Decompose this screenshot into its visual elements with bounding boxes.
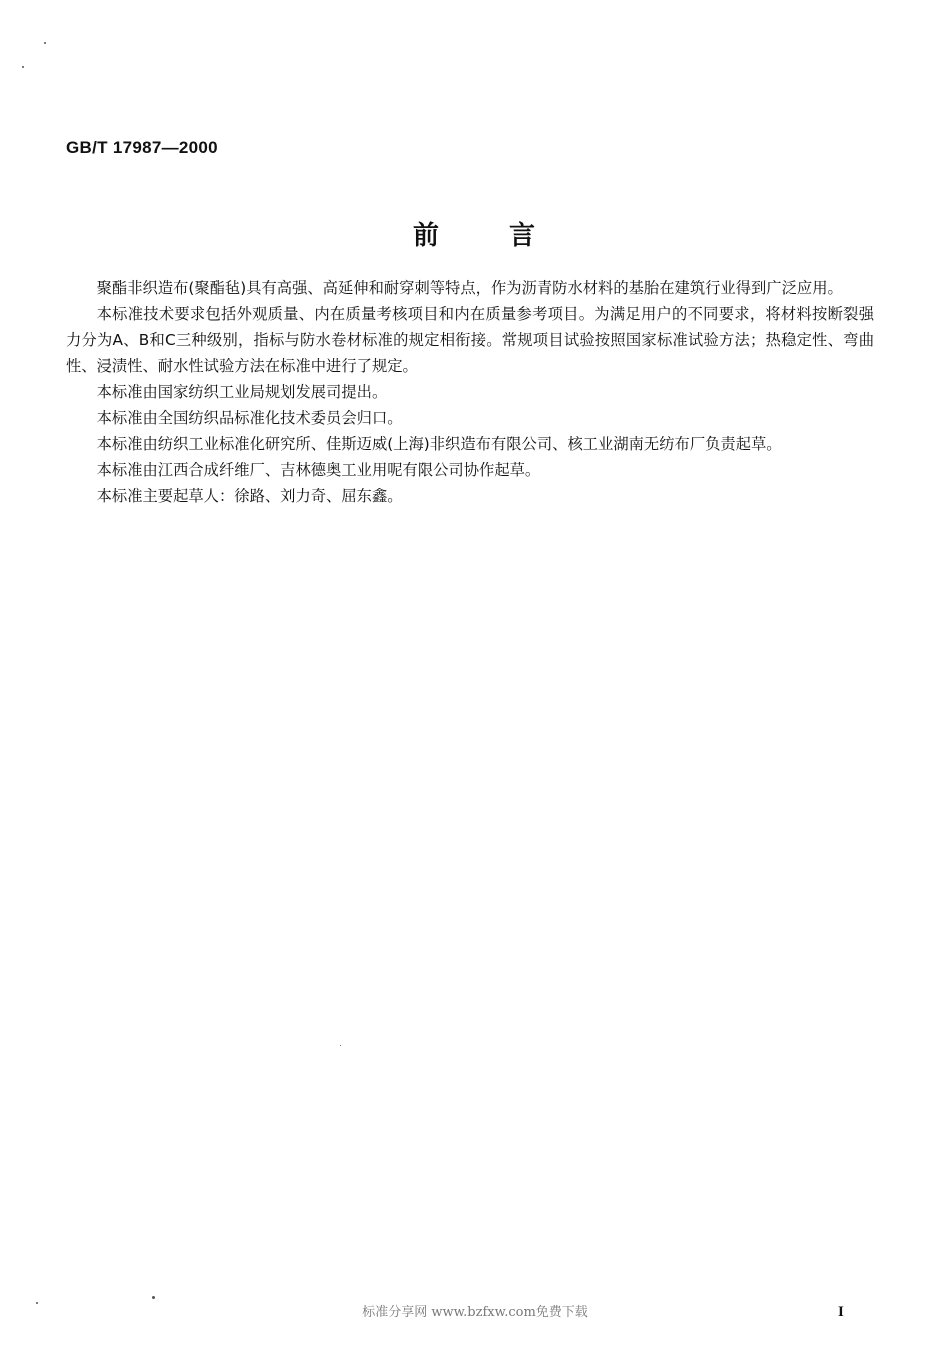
footer-watermark: 标准分享网 www.bzfxw.com免费下载 xyxy=(362,1305,588,1320)
page-number: I xyxy=(838,1304,844,1320)
foreword-body xyxy=(66,275,874,509)
paragraph: 聚酯非织造布(聚酯毡)具有高强、高延伸和耐穿刺等特点，作为沥青防水材料的基胎在建筑行业得到广泛应用。 xyxy=(96,279,843,297)
paragraph: 本标准由国家纺织工业局规划发展司提出。 xyxy=(96,383,388,401)
scan-speck xyxy=(340,1045,341,1046)
paragraph: 本标准由江西合成纤维厂、吉林德奥工业用呢有限公司协作起草。 xyxy=(96,461,541,479)
scan-speck xyxy=(22,66,24,68)
paragraph: 本标准由纺织工业标准化研究所、佳斯迈威(上海)非织造布有限公司、核工业湖南无纺布厂负责起草。 xyxy=(96,435,782,453)
page-title xyxy=(0,215,950,252)
title-char-1: 前 xyxy=(412,221,441,251)
scan-speck xyxy=(36,1302,38,1304)
scan-speck xyxy=(152,1296,155,1299)
paragraph: 本标准由全国纺织品标准化技术委员会归口。 xyxy=(96,409,403,427)
standard-number: GB/T 17987—2000 xyxy=(66,138,218,157)
paragraph: 本标准主要起草人：徐路、刘力奇、屈东鑫。 xyxy=(96,487,403,505)
scan-speck xyxy=(44,42,46,44)
title-char-2: 言 xyxy=(509,221,538,251)
paragraph: 本标准技术要求包括外观质量、内在质量考核项目和内在质量参考项目。为满足用户的不同要求，将材料按断裂强力分为A、B和C三种级别，指标与防水卷材标准的规定相衔接。常规项目试验按照国家标准试验方法；热稳定性、弯曲性、浸渍性、耐水性试验方法在标准中进行了规定。 xyxy=(66,305,874,375)
